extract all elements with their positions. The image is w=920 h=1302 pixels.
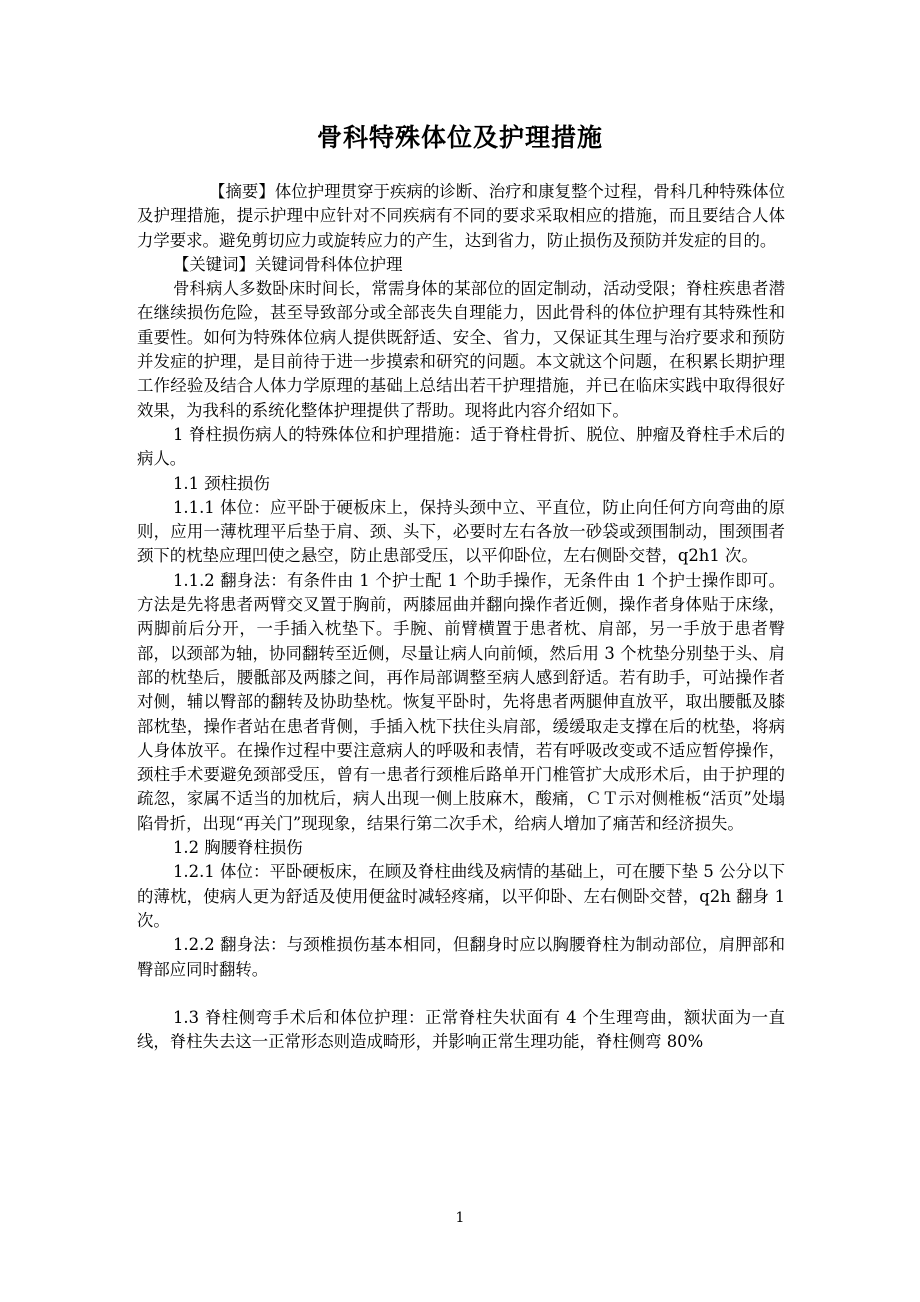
- document-title: 骨科特殊体位及护理措施: [316, 123, 603, 152]
- abstract-paragraph: 【摘要】体位护理贯穿于疾病的诊断、治疗和康复整个过程，骨科几种特殊体位及护理措施，提示护理中应针对不同疾病有不同的要求采取相应的措施，而且要结合人体力学要求。避免剪切应力或旋转应力的产生，达到省力，防止损伤及预防并发症的目的。: [137, 182, 785, 250]
- section-1-1-heading: 1.1 颈柱损伤: [173, 473, 270, 493]
- section-1-1-2-paragraph: 1.1.2 翻身法：有条件由 1 个护士配 1 个助手操作，无条件由 1 个护士操作即可。方法是先将患者两臂交叉置于胸前，两膝屈曲并翻向操作者近侧，操作者身体贴于床缘，两脚前后分开，一手插入枕垫下。手腕、前臂横置于患者枕、肩部，另一手放于患者臀部，以颈部为轴，协同翻转至近侧，尽量让病人向前倾，然后用 3 个枕垫分别垫于头、肩部的枕垫后，腰骶部及两膝之间，再作局部调整至病人感到舒适。若有助手，可站操作者对侧，辅以臀部的翻转及协助垫枕。恢复平卧时，先将患者两腿伸直放平，取出腰骶及膝部枕垫，操作者站在患者背侧，手插入枕下扶住头肩部，缓缓取走支撑在后的枕垫，将病人身体放平。在操作过程中要注意病人的呼吸和表情，若有呼吸改变或不适应暂停操作，颈柱手术要避免颈部受压，曾有一患者行颈椎后路单开门椎管扩大成形术后，由于护理的疏忽，家属不适当的加枕后，病人出现一侧上肢麻木，酸痛，ＣＴ示对侧椎板“活页”处塌陷骨折，出现“再关门”现现象，结果行第二次手术，给病人增加了痛苦和经济损失。: [137, 570, 785, 833]
- section-1-2-2-paragraph: 1.2.2 翻身法：与颈椎损伤基本相同，但翻身时应以胸腰脊柱为制动部位，肩胛部和臀部应同时翻转。: [137, 935, 785, 979]
- document-body: [137, 180, 785, 1054]
- section-1-2-1-paragraph: 1.2.1 体位：平卧硬板床，在顾及脊柱曲线及病情的基础上，可在腰下垫 5 公分以下的薄枕，使病人更为舒适及使用便盆时减轻疼痛，以平仰卧、左右侧卧交替，q2h 翻身 1 次。: [137, 862, 785, 930]
- section-1-1-1-paragraph: 1.1.1 体位：应平卧于硬板床上，保持头颈中立、平直位，防止向任何方向弯曲的原则，应用一薄枕理平后垫于肩、颈、头下，必要时左右各放一砂袋或颈围制动，围颈围者颈下的枕垫应理凹使之悬空，防止患部受压，以平仰卧位，左右侧卧交替，q2h1 次。: [137, 497, 785, 566]
- section-1-2-heading: 1.2 胸腰脊柱损伤: [173, 838, 303, 858]
- keywords-paragraph: 【关键词】关键词骨科体位护理: [173, 254, 403, 274]
- intro-paragraph: 骨科病人多数卧床时间长，常需身体的某部位的固定制动，活动受限；脊柱疾患者潜在继续损伤危险，甚至导致部分或全部丧失自理能力，因此骨科的体位护理有其特殊性和重要性。如何为特殊体位病人提供既舒适、安全、省力，又保证其生理与治疗要求和预防并发症的护理，是目前待于进一步摸索和研究的问题。本文就这个问题，在积累长期护理工作经验及结合人体力学原理的基础上总结出若干护理措施，并已在临床实践中取得很好效果，为我科的系统化整体护理提供了帮助。现将此内容介绍如下。: [137, 279, 785, 420]
- paragraph-gap: [137, 982, 785, 1006]
- page-number: 1: [455, 1210, 465, 1226]
- section-1-3-paragraph: 1.3 脊柱侧弯手术后和体位护理：正常脊柱失状面有 4 个生理弯曲，额状面为一直线，脊柱失去这一正常形态则造成畸形，并影响正常生理功能，脊柱侧弯 80%: [137, 1007, 785, 1052]
- section-1-heading: 1 脊柱损伤病人的特殊体位和护理措施：适于脊柱骨折、脱位、肿瘤及脊柱手术后的病人。: [137, 424, 785, 469]
